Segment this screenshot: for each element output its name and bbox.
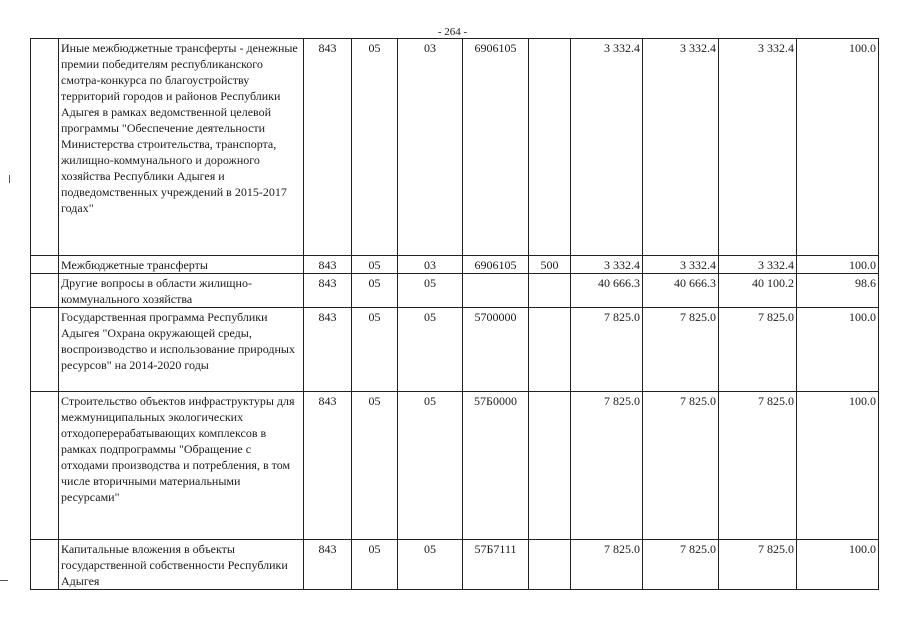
table-row [31,540,879,590]
ministry-code: 843 [304,39,352,256]
section-code: 05 [352,256,398,274]
execution-percent: 100.0 [797,540,879,590]
refined-amount: 3 332.4 [643,256,719,274]
section-code: 05 [352,39,398,256]
actual-amount: 7 825.0 [719,392,797,540]
expense-type-code [529,308,571,392]
refined-amount: 7 825.0 [643,540,719,590]
ministry-code: 843 [304,274,352,308]
section-code: 05 [352,274,398,308]
subsection-code: 05 [398,540,463,590]
target-article-code: 6906105 [463,256,529,274]
row-marker-cell [31,256,59,274]
execution-percent: 100.0 [797,256,879,274]
expense-type-code [529,540,571,590]
plan-amount: 3 332.4 [571,39,643,256]
ministry-code: 843 [304,308,352,392]
page-number: - 264 - [437,26,468,38]
subsection-code: 05 [398,308,463,392]
row-marker-cell [31,392,59,540]
target-article-code [463,274,529,308]
target-article-code: 6906105 [463,39,529,256]
item-name: Капитальные вложения в объекты государственной собственности Республики Адыгея [59,540,304,590]
row-marker-cell [31,39,59,256]
subsection-code: 05 [398,274,463,308]
actual-amount: 7 825.0 [719,308,797,392]
plan-amount: 7 825.0 [571,540,643,590]
ministry-code: 843 [304,540,352,590]
table-row [31,39,879,256]
actual-amount: 3 332.4 [719,39,797,256]
expense-type-code [529,392,571,540]
plan-amount: 7 825.0 [571,392,643,540]
expense-type-code [529,39,571,256]
plan-amount: 40 666.3 [571,274,643,308]
margin-mark [0,580,8,581]
execution-percent: 100.0 [797,39,879,256]
margin-mark [9,175,10,183]
refined-amount: 7 825.0 [643,308,719,392]
item-name: Иные межбюджетные трансферты - денежные премии победителям республиканского смотра-конкурса по благоустройству территорий городов и районов Республики Адыгея в рамках ведомственной целевой программы "Обеспечение деятельности Министерства строительства, транспорта, жилищно-коммунального и дорожного хозяйства Республики Адыгея и подведомственных учреждений в 2015-2017 годах" [59,39,304,256]
row-marker-cell [31,540,59,590]
refined-amount: 7 825.0 [643,392,719,540]
execution-percent: 98.6 [797,274,879,308]
table-row [31,274,879,308]
section-code: 05 [352,308,398,392]
budget-table [30,38,879,590]
expense-type-code: 500 [529,256,571,274]
target-article-code: 5700000 [463,308,529,392]
refined-amount: 40 666.3 [643,274,719,308]
actual-amount: 3 332.4 [719,256,797,274]
expense-type-code [529,274,571,308]
table-row [31,392,879,540]
actual-amount: 7 825.0 [719,540,797,590]
row-marker-cell [31,308,59,392]
refined-amount: 3 332.4 [643,39,719,256]
plan-amount: 7 825.0 [571,308,643,392]
ministry-code: 843 [304,392,352,540]
execution-percent: 100.0 [797,392,879,540]
section-code: 05 [352,540,398,590]
row-marker-cell [31,274,59,308]
subsection-code: 05 [398,392,463,540]
subsection-code: 03 [398,39,463,256]
item-name: Другие вопросы в области жилищно-коммунального хозяйства [59,274,304,308]
plan-amount: 3 332.4 [571,256,643,274]
item-name: Межбюджетные трансферты [59,256,304,274]
ministry-code: 843 [304,256,352,274]
table-row [31,308,879,392]
subsection-code: 03 [398,256,463,274]
section-code: 05 [352,392,398,540]
item-name: Государственная программа Республики Адыгея "Охрана окружающей среды, воспроизводство и использование природных ресурсов" на 2014-2020 годы [59,308,304,392]
actual-amount: 40 100.2 [719,274,797,308]
execution-percent: 100.0 [797,308,879,392]
item-name: Строительство объектов инфраструктуры для межмуниципальных экологических отходоперерабатывающих комплексов в рамках подпрограммы "Обращение с отходами производства и потребления, в том числе вторичными материальными ресурсами" [59,392,304,540]
table-row [31,256,879,274]
target-article-code: 57Б0000 [463,392,529,540]
target-article-code: 57Б7111 [463,540,529,590]
